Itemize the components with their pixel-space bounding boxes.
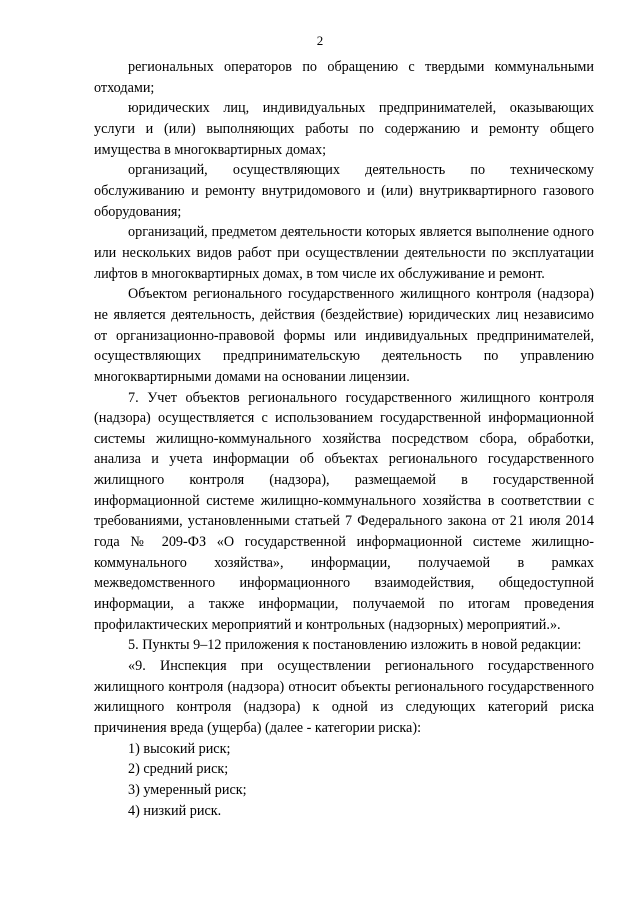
page-number: 2	[316, 33, 324, 48]
document-body	[94, 57, 594, 821]
paragraph-item-7-accounting: 7. Учет объектов регионального государственного жилищного контроля (надзора) осуществляется с использованием государственной информационной системы жилищно-коммунального хозяйства посредством сбора, обработки, анализа и учета информации об объектах регионального государственного жилищного контроля (надзора), размещаемой в государственной информационной системе жилищно-коммунального хозяйства в соответствии с требованиями, установленными статьей 7 Федерального закона от 21 июля 2014 года № 209-ФЗ «О государственной информационной системе жилищно-коммунального хозяйства», информации, получаемой в рамках межведомственного информационного взаимодействия, общедоступной информации, а также информации, получаемой по итогам проведения профилактических мероприятий и контрольных (надзорных) мероприятий.».	[94, 389, 594, 633]
paragraph-item-9-risk-categories: «9. Инспекция при осуществлении регионального государственного жилищного контроля (надзора) относит объекты регионального государственного жилищного контроля (надзора) к одной из следующих категорий риска причинения вреда (ущерба) (далее - категории риска):	[94, 658, 594, 736]
paragraph-control-object-exclusion: Объектом регионального государственного жилищного контроля (надзора) не является деятельность, действия (бездействие) юридических лиц независимо от организационно-правовой формы или индивидуальных предпринимателей, осуществляющих предпринимательскую деятельность по управлению многоквартирными домами на основании лицензии.	[94, 286, 594, 385]
paragraph-item-5-amendment: 5. Пункты 9–12 приложения к постановлению изложить в новой редакции:	[128, 637, 582, 654]
paragraph-gas-equipment-organizations: организаций, осуществляющих деятельность по техническому обслуживанию и ремонту внутридомового и (или) внутриквартирного газового оборудования;	[94, 162, 594, 220]
paragraph-regional-operators: региональных операторов по обращению с твердыми коммунальными отходами;	[94, 59, 594, 96]
list-item-high-risk: 1) высокий риск;	[128, 740, 231, 757]
list-item-low-risk: 4) низкий риск.	[128, 802, 222, 819]
list-item-medium-risk: 2) средний риск;	[128, 761, 229, 778]
list-item-moderate-risk: 3) умеренный риск;	[128, 781, 247, 798]
paragraph-elevator-organizations: организаций, предметом деятельности которых является выполнение одного или нескольких видов работ при осуществлении деятельности по эксплуатации лифтов в многоквартирных домах, в том числе их обслуживание и ремонт.	[94, 224, 594, 282]
paragraph-legal-entities: юридических лиц, индивидуальных предпринимателей, оказывающих услуги и (или) выполняющих работы по содержанию и ремонту общего имущества в многоквартирных домах;	[94, 100, 594, 158]
